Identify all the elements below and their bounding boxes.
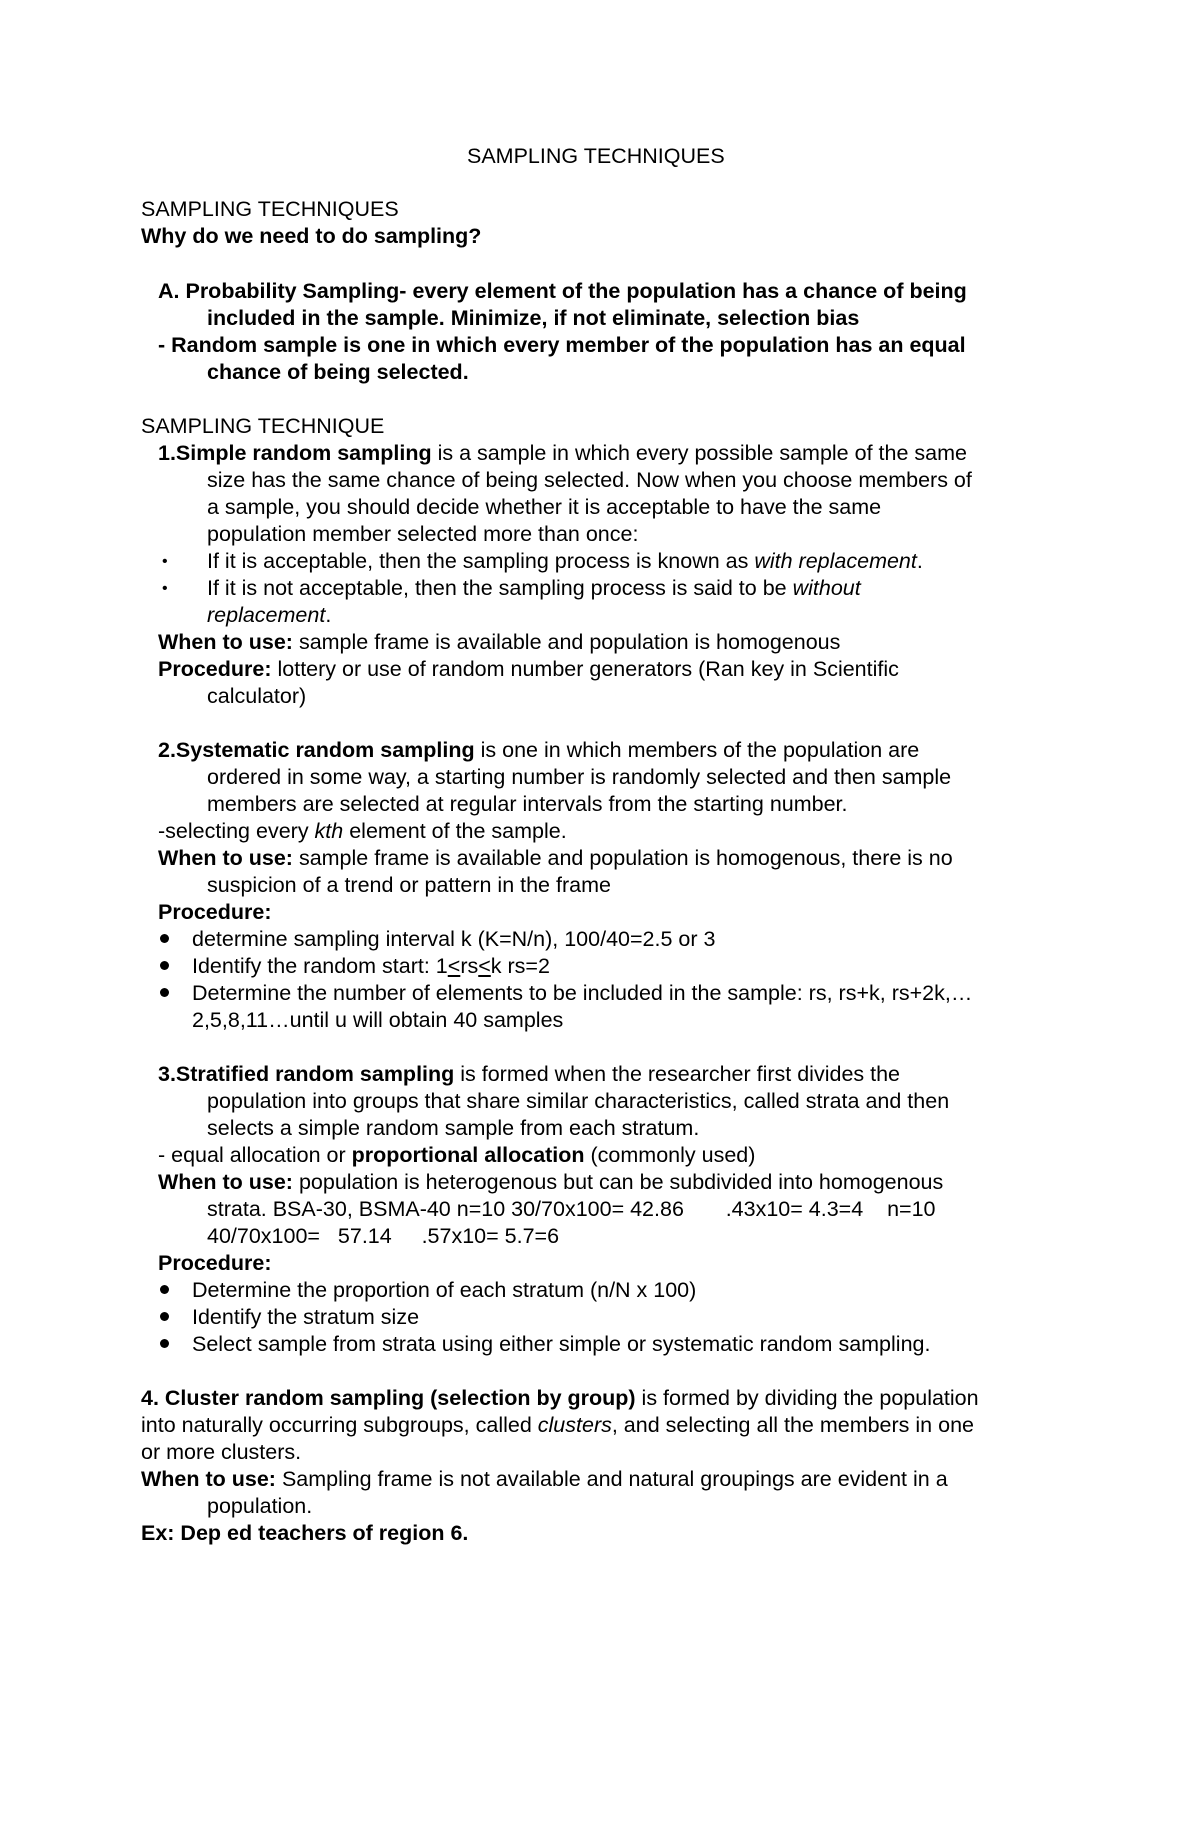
- less-equal-symbol: <: [447, 954, 461, 978]
- systematic-term: 2.Systematic random sampling: [158, 738, 475, 762]
- bullet-icon: •: [162, 580, 168, 597]
- stratified-line-2: population into groups that share similar characteristics, called strata and then: [207, 1089, 950, 1113]
- allocation-term: proportional allocation: [351, 1143, 585, 1167]
- simple-procedure-continued: calculator): [207, 684, 307, 708]
- stratified-paragraph-line-1: [158, 1061, 900, 1088]
- cluster-when-to-use: [141, 1466, 948, 1493]
- bullet-icon: [160, 1312, 169, 1321]
- systematic-step-3: Determine the number of elements to be included in the sample: rs, rs+k, rs+2k,…: [192, 981, 973, 1005]
- systematic-step-1: determine sampling interval k (K=N/n), 100/40=2.5 or 3: [192, 927, 716, 951]
- bullet-text: If it is acceptable, then the sampling process is known as: [207, 549, 755, 573]
- question-heading: Why do we need to do sampling?: [141, 224, 482, 248]
- when-to-use-text: sample frame is available and population is homogenous, there is no: [292, 846, 953, 870]
- without-replacement-item: [207, 575, 861, 602]
- bullet-icon: [160, 1285, 169, 1294]
- allocation-suffix: (commonly used): [584, 1143, 756, 1167]
- stratified-when-continued-2: 40/70x100= 57.14 .57x10= 5.7=6: [207, 1224, 560, 1248]
- kth-suffix: element of the sample.: [343, 819, 567, 843]
- systematic-paragraph-line-1: [158, 737, 919, 764]
- stratified-when-continued-1: strata. BSA-30, BSMA-40 n=10 30/70x100= 42.86 .43x10= 4.3=4 n=10: [207, 1197, 936, 1221]
- step-text: rs: [460, 954, 479, 978]
- systematic-procedure-label: Procedure:: [158, 900, 272, 924]
- emphasis-text: without: [792, 576, 861, 600]
- allocation-prefix: - equal allocation or: [158, 1143, 352, 1167]
- stratified-procedure-label: Procedure:: [158, 1251, 272, 1275]
- bullet-icon: [160, 961, 169, 970]
- kth-prefix: -selecting every: [158, 819, 315, 843]
- less-equal-symbol: <: [478, 954, 491, 978]
- clusters-emphasis: clusters: [537, 1413, 612, 1437]
- simple-random-line-3: a sample, you should decide whether it is acceptable to have the same: [207, 495, 882, 519]
- emphasis-text: with replacement: [754, 549, 917, 573]
- when-to-use-text: population is heterogenous but can be subdivided into homogenous: [292, 1170, 944, 1194]
- stratified-term: 3.Stratified random sampling: [158, 1062, 455, 1086]
- systematic-when-continued: suspicion of a trend or pattern in the frame: [207, 873, 611, 897]
- probability-line-1: A. Probability Sampling- every element of the population has a chance of being: [158, 279, 967, 303]
- allocation-line: [158, 1142, 755, 1169]
- systematic-text: is one in which members of the population are: [474, 738, 920, 762]
- with-replacement-item: [207, 548, 923, 575]
- stratified-step-1: Determine the proportion of each stratum (n/N x 100): [192, 1278, 697, 1302]
- cluster-line-2: [141, 1412, 974, 1439]
- section-heading: SAMPLING TECHNIQUES: [141, 197, 399, 221]
- cluster-example: Ex: Dep ed teachers of region 6.: [141, 1521, 469, 1545]
- stratified-step-2: Identify the stratum size: [192, 1305, 420, 1329]
- bullet-icon: •: [162, 553, 168, 570]
- simple-random-text: is a sample in which every possible sample of the same: [431, 441, 967, 465]
- step-text: k rs=2: [490, 954, 550, 978]
- systematic-step-2: [192, 953, 550, 980]
- simple-random-line-4: population member selected more than once:: [207, 522, 639, 546]
- when-to-use-label: When to use:: [158, 630, 293, 654]
- when-to-use-label: When to use:: [158, 1170, 293, 1194]
- simple-random-term: 1.Simple random sampling: [158, 441, 432, 465]
- systematic-line-2: ordered in some way, a starting number is randomly selected and then sample: [207, 765, 952, 789]
- random-sample-line-1: - Random sample is one in which every member of the population has an equal: [158, 333, 966, 357]
- cluster-term: 4. Cluster random sampling (selection by group): [141, 1386, 636, 1410]
- random-sample-line-2: chance of being selected.: [207, 360, 469, 384]
- stratified-line-3: selects a simple random sample from each stratum.: [207, 1116, 700, 1140]
- simple-when-to-use: [158, 629, 840, 656]
- punctuation: .: [916, 549, 923, 573]
- procedure-text: lottery or use of random number generators (Ran key in Scientific: [271, 657, 899, 681]
- systematic-when-to-use: [158, 845, 953, 872]
- cluster-text: is formed by dividing the population: [635, 1386, 979, 1410]
- cluster-text: , and selecting all the members in one: [611, 1413, 974, 1437]
- stratified-text: is formed when the researcher first divides the: [454, 1062, 901, 1086]
- bullet-icon: [160, 1339, 169, 1348]
- procedure-label: Procedure:: [158, 657, 272, 681]
- when-to-use-label: When to use:: [141, 1467, 276, 1491]
- section-heading-technique: SAMPLING TECHNIQUE: [141, 414, 385, 438]
- step-text: Identify the random start: 1: [192, 954, 448, 978]
- bullet-icon: [160, 988, 169, 997]
- systematic-step-3-continued: 2,5,8,11…until u will obtain 40 samples: [192, 1008, 564, 1032]
- simple-random-line-2: size has the same chance of being selected. Now when you choose members of: [207, 468, 972, 492]
- cluster-text: into naturally occurring subgroups, called: [141, 1413, 538, 1437]
- bullet-icon: [160, 934, 169, 943]
- cluster-when-continued: population.: [207, 1494, 313, 1518]
- when-to-use-text: sample frame is available and population is homogenous: [292, 630, 841, 654]
- bullet-text: If it is not acceptable, then the sampling process is said to be: [207, 576, 793, 600]
- simple-procedure: [158, 656, 899, 683]
- emphasis-text: replacement: [207, 603, 326, 627]
- simple-random-paragraph-line-1: [158, 440, 967, 467]
- cluster-paragraph-line-1: [141, 1385, 979, 1412]
- probability-line-2: included in the sample. Minimize, if not eliminate, selection bias: [207, 306, 860, 330]
- stratified-step-3: Select sample from strata using either simple or systematic random sampling.: [192, 1332, 931, 1356]
- without-replacement-continued: [207, 602, 331, 629]
- punctuation: .: [325, 603, 332, 627]
- cluster-line-3: or more clusters.: [141, 1440, 302, 1464]
- systematic-line-3: members are selected at regular intervals from the starting number.: [207, 792, 848, 816]
- kth-emphasis: kth: [314, 819, 344, 843]
- stratified-when-to-use: [158, 1169, 943, 1196]
- kth-element-line: [158, 818, 567, 845]
- when-to-use-text: Sampling frame is not available and natural groupings are evident in a: [275, 1467, 948, 1491]
- when-to-use-label: When to use:: [158, 846, 293, 870]
- document-title: SAMPLING TECHNIQUES: [467, 144, 725, 168]
